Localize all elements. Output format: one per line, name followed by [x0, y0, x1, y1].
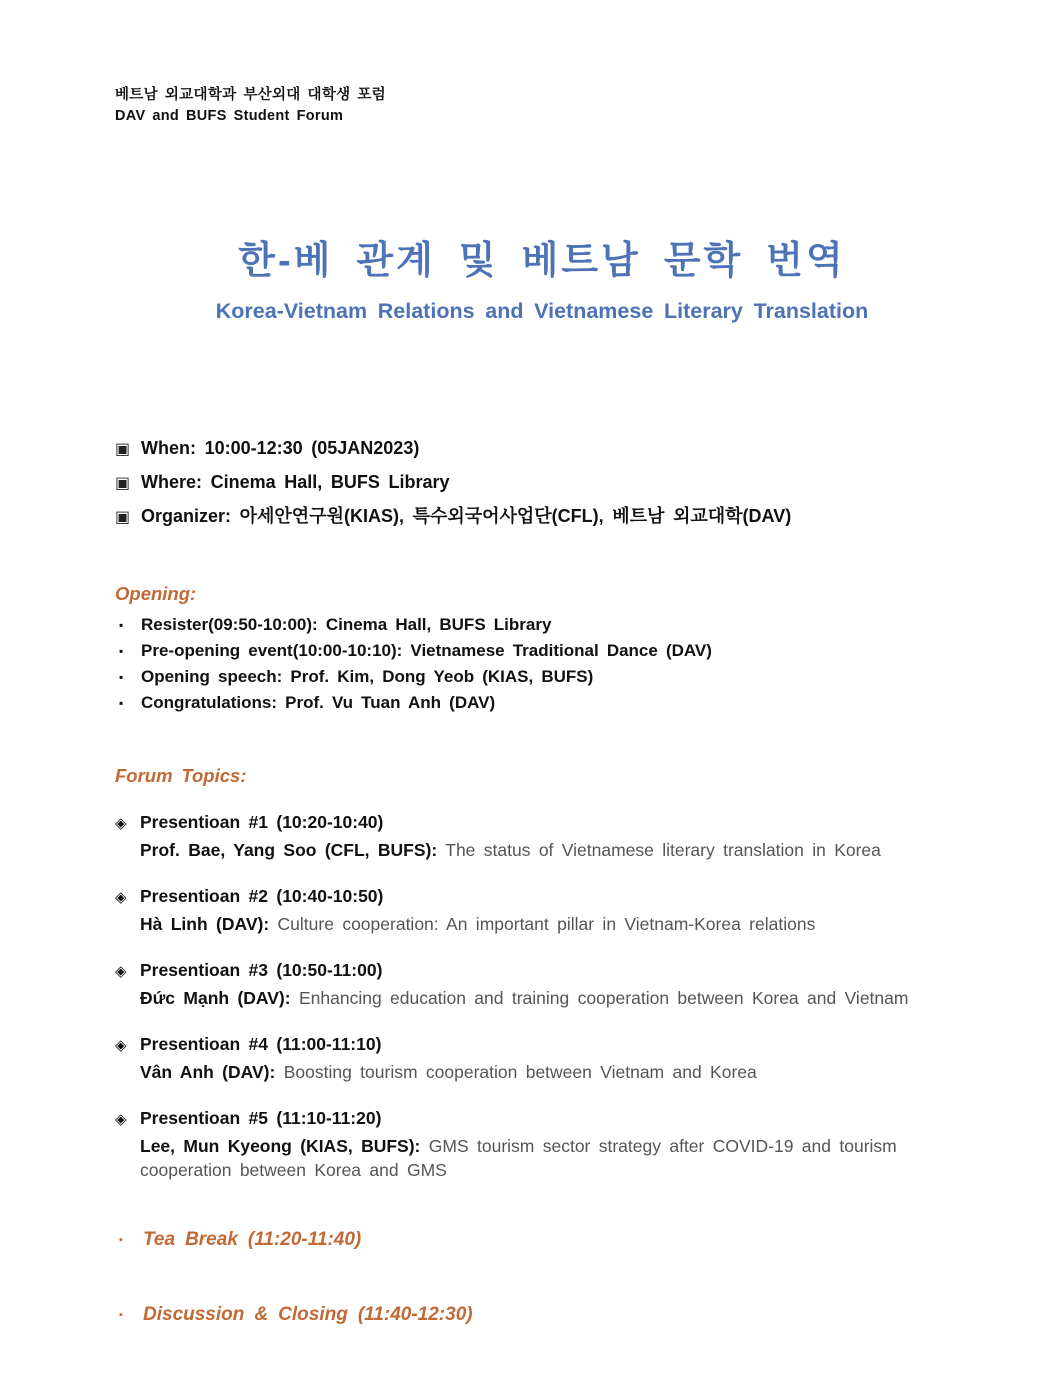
- presentation-speaker: Vân Anh (DAV):: [140, 1062, 276, 1082]
- event-info-block: [115, 432, 969, 534]
- document-header: [115, 85, 969, 127]
- small-square-bullet-icon: ▪: [119, 670, 124, 684]
- presentation-topic: Enhancing education and training cooperation between Korea and Vietnam: [298, 988, 909, 1008]
- discussion-closing-text: Discussion & Closing (11:40-12:30): [143, 1304, 473, 1325]
- boxed-square-bullet-icon: ▣: [115, 475, 131, 492]
- presentation-item-1: [115, 810, 969, 862]
- boxed-square-bullet-icon: ▣: [115, 509, 131, 526]
- info-row-where: [115, 466, 969, 500]
- opening-item-speech: [115, 664, 969, 690]
- page-title-english: Korea-Vietnam Relations and Vietnamese Literary Translation: [215, 299, 869, 323]
- presentation-detail: [140, 986, 969, 1010]
- header-title-korean: 베트남 외교대학과 부산외대 대학생 포럼: [115, 87, 386, 103]
- presentation-speaker: Prof. Bae, Yang Soo (CFL, BUFS):: [140, 840, 438, 860]
- presentation-topic: Boosting tourism cooperation between Vietnam and Korea: [283, 1062, 757, 1082]
- opening-list: [115, 612, 969, 716]
- presentation-title-text: Presentioan #3 (10:50-11:00): [140, 960, 383, 980]
- opening-item-congratulations: [115, 690, 969, 716]
- presentation-title: [115, 884, 969, 910]
- tea-break-text: Tea Break (11:20-11:40): [143, 1229, 362, 1250]
- opening-item-register: [115, 612, 969, 638]
- presentation-title: [115, 958, 969, 984]
- presentation-title-text: Presentioan #1 (10:20-10:40): [140, 812, 384, 832]
- presentation-detail: [140, 1134, 969, 1182]
- opening-item-text: Pre-opening event(10:00-10:10): Vietnamese Traditional Dance (DAV): [141, 641, 712, 660]
- opening-heading: Opening:: [115, 583, 197, 604]
- when-value: 10:00-12:30 (05JAN2023): [204, 438, 420, 458]
- when-label: When:: [141, 438, 196, 458]
- small-square-bullet-icon: ▪: [119, 1309, 123, 1321]
- presentation-speaker: Hà Linh (DAV):: [140, 914, 270, 934]
- diamond-bullet-icon: ◈: [115, 1037, 127, 1054]
- presentation-detail: [140, 838, 969, 862]
- presentation-topic: GMS tourism sector strategy after COVID-19 and tourism cooperation between Korea and GMS: [140, 1136, 897, 1180]
- forum-topics-heading: Forum Topics:: [115, 765, 247, 786]
- small-square-bullet-icon: ▪: [119, 1234, 123, 1246]
- presentation-topic: The status of Vietnamese literary translation in Korea: [445, 840, 881, 860]
- diamond-bullet-icon: ◈: [115, 963, 127, 980]
- diamond-bullet-icon: ◈: [115, 815, 127, 832]
- discussion-closing-item: [115, 1303, 969, 1327]
- diamond-bullet-icon: ◈: [115, 1111, 127, 1128]
- tea-break-item: [115, 1228, 969, 1252]
- info-row-when: [115, 432, 969, 466]
- where-label: Where:: [141, 472, 203, 492]
- boxed-square-bullet-icon: ▣: [115, 441, 131, 458]
- presentation-title-text: Presentioan #5 (11:10-11:20): [140, 1108, 382, 1128]
- opening-item-text: Resister(09:50-10:00): Cinema Hall, BUFS Library: [141, 615, 552, 634]
- small-square-bullet-icon: ▪: [119, 696, 124, 710]
- opening-item-preopening: [115, 638, 969, 664]
- small-square-bullet-icon: ▪: [119, 618, 124, 632]
- opening-section: [115, 582, 969, 716]
- diamond-bullet-icon: ◈: [115, 889, 127, 906]
- presentation-detail: [140, 1060, 969, 1084]
- presentation-title-text: Presentioan #4 (11:00-11:10): [140, 1034, 382, 1054]
- forum-topics-section: [115, 764, 969, 1182]
- presentation-item-5: [115, 1106, 969, 1182]
- presentation-speaker: Đức Mạnh (DAV):: [140, 988, 291, 1008]
- presentation-item-3: [115, 958, 969, 1010]
- opening-item-text: Congratulations: Prof. Vu Tuan Anh (DAV): [141, 693, 496, 712]
- presentation-title-text: Presentioan #2 (10:40-10:50): [140, 886, 384, 906]
- presentation-speaker: Lee, Mun Kyeong (KIAS, BUFS):: [140, 1136, 421, 1156]
- organizer-value: 아세안연구원(KIAS), 특수외국어사업단(CFL), 베트남 외교대학(DAV): [239, 506, 792, 526]
- page-title-korean: 한-베 관계 및 베트남 문학 번역: [238, 240, 846, 282]
- presentation-title: [115, 1106, 969, 1132]
- small-square-bullet-icon: ▪: [119, 644, 124, 658]
- header-title-english: DAV and BUFS Student Forum: [115, 108, 344, 124]
- info-row-organizer: [115, 500, 969, 534]
- presentation-title: [115, 1032, 969, 1058]
- presentation-detail: [140, 912, 969, 936]
- presentation-item-2: [115, 884, 969, 936]
- organizer-label: Organizer:: [141, 506, 232, 526]
- title-block: [115, 237, 969, 324]
- opening-item-text: Opening speech: Prof. Kim, Dong Yeob (KIAS, BUFS): [141, 667, 594, 686]
- presentation-topic: Culture cooperation: An important pillar in Vietnam-Korea relations: [277, 914, 816, 934]
- presentation-title: [115, 810, 969, 836]
- presentation-item-4: [115, 1032, 969, 1084]
- where-value: Cinema Hall, BUFS Library: [210, 472, 450, 492]
